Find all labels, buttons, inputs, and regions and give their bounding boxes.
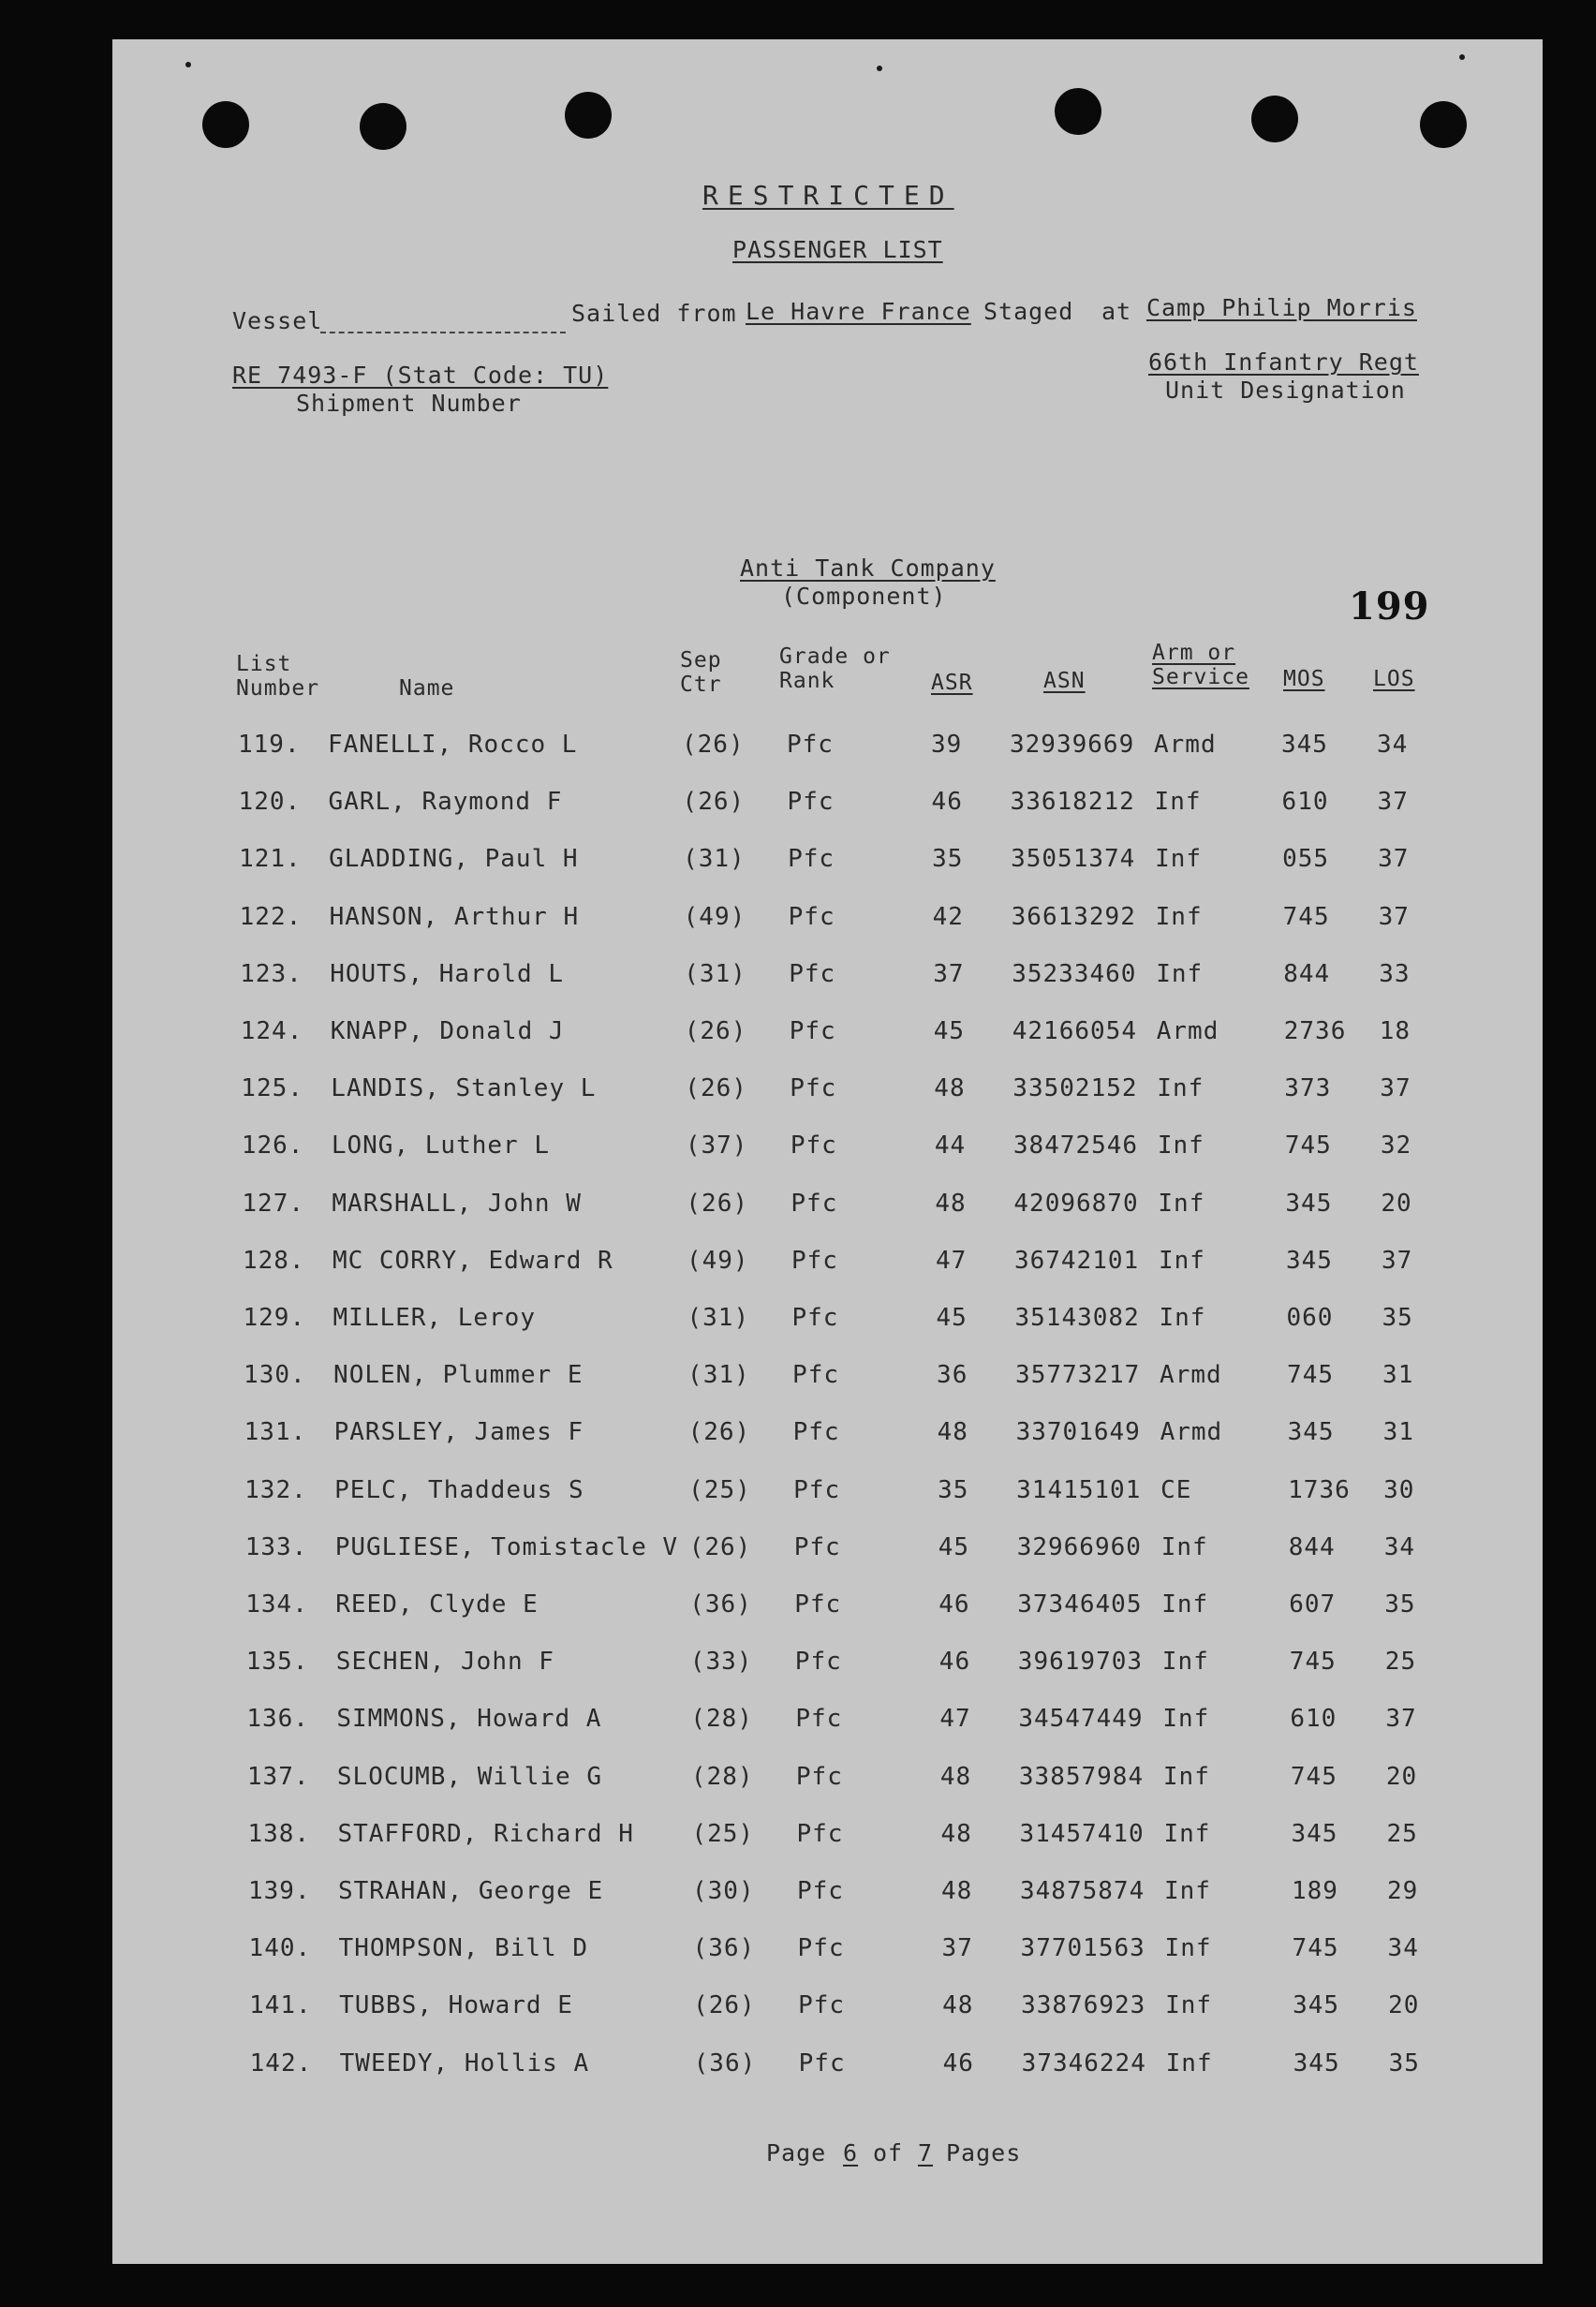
footer-of-label: of — [873, 2139, 904, 2167]
cell-arm-service: Inf — [1161, 1590, 1209, 1619]
cell-mos: 189 — [1292, 1877, 1338, 1905]
col-grade: Grade or Rank — [779, 644, 891, 693]
footer-total-pages: 7 — [918, 2139, 934, 2167]
cell-grade: Pfc — [795, 1762, 843, 1791]
cell-grade: Pfc — [797, 1934, 845, 1963]
cell-arm-service: Inf — [1154, 788, 1202, 817]
cell-mos: 745 — [1289, 1648, 1337, 1677]
cell-mos: 345 — [1293, 1991, 1340, 2020]
cell-passenger-name: GLADDING, Paul H — [329, 845, 579, 874]
table-row — [112, 2049, 1543, 2087]
cell-asr: 48 — [937, 1418, 968, 1447]
cell-asr: 44 — [934, 1131, 967, 1161]
cell-los: 32 — [1380, 1131, 1412, 1161]
cell-arm-service: Inf — [1165, 2048, 1213, 2078]
cell-sep-ctr: (31) — [684, 959, 746, 988]
cell-list-number: 136. — [246, 1705, 309, 1734]
table-row — [112, 1074, 1543, 1112]
cell-los: 34 — [1387, 1934, 1419, 1963]
shipment-number: RE 7493-F (Stat Code: TU) — [232, 362, 609, 389]
cell-los: 37 — [1377, 788, 1409, 817]
component-label: (Component) — [781, 583, 947, 610]
cell-arm-service: Inf — [1164, 1877, 1211, 1905]
cell-asn: 38472546 — [1012, 1131, 1139, 1161]
cell-los: 18 — [1379, 1017, 1411, 1045]
cell-los: 37 — [1380, 1074, 1411, 1103]
cell-los: 37 — [1378, 902, 1410, 931]
cell-sep-ctr: (25) — [688, 1475, 751, 1504]
cell-arm-service: Inf — [1157, 1074, 1204, 1103]
cell-asn: 36742101 — [1013, 1246, 1140, 1275]
cell-los: 35 — [1384, 1590, 1416, 1619]
col-asr: ASR — [931, 671, 973, 695]
cell-arm-service: Armd — [1160, 1418, 1223, 1447]
cell-passenger-name: TUBBS, Howard E — [339, 1991, 573, 2020]
cell-arm-service: Inf — [1159, 1304, 1206, 1332]
cell-sep-ctr: (36) — [693, 2048, 757, 2078]
cell-mos: 745 — [1282, 902, 1330, 931]
cell-passenger-name: STAFFORD, Richard H — [337, 1819, 634, 1848]
cell-grade: Pfc — [791, 1189, 838, 1218]
cell-arm-service: Inf — [1161, 1648, 1209, 1677]
cell-list-number: 138. — [247, 1819, 311, 1848]
document-page — [112, 39, 1543, 2264]
cell-los: 29 — [1387, 1877, 1419, 1905]
cell-mos: 745 — [1287, 1361, 1335, 1390]
cell-los: 20 — [1381, 1189, 1412, 1218]
cell-grade: Pfc — [791, 1246, 838, 1275]
cell-asn: 33701649 — [1015, 1418, 1141, 1447]
cell-grade: Pfc — [793, 1532, 841, 1561]
cell-passenger-name: PELC, Thaddeus S — [334, 1475, 584, 1504]
cell-asn: 35051374 — [1011, 845, 1136, 874]
document-title: RESTRICTED — [702, 180, 954, 211]
col-sep-ctr: Sep Ctr — [680, 648, 722, 697]
cell-los: 31 — [1382, 1361, 1414, 1390]
cell-asr: 35 — [938, 1475, 969, 1504]
table-row — [112, 1590, 1543, 1628]
cell-arm-service: Inf — [1155, 845, 1203, 874]
cell-grade: Pfc — [789, 1017, 836, 1045]
cell-mos: 345 — [1285, 1189, 1333, 1218]
cell-list-number: 142. — [249, 2048, 313, 2078]
cell-asn: 32966960 — [1016, 1532, 1142, 1561]
cell-los: 33 — [1379, 959, 1411, 988]
cell-grade: Pfc — [798, 1991, 846, 2020]
footer-pages-label: Pages — [946, 2139, 1022, 2167]
cell-asn: 35233460 — [1012, 959, 1137, 988]
cell-sep-ctr: (26) — [686, 1189, 749, 1218]
cell-mos: 607 — [1289, 1590, 1337, 1619]
cell-sep-ctr: (31) — [683, 845, 746, 874]
cell-grade: Pfc — [787, 731, 834, 759]
staged-text: Staged — [983, 298, 1074, 325]
cell-asn: 42166054 — [1012, 1017, 1137, 1045]
col-arm-service: Arm or Service — [1152, 641, 1249, 689]
cell-asn: 36613292 — [1011, 902, 1136, 931]
cell-asn: 35773217 — [1015, 1361, 1141, 1390]
cell-mos: 2736 — [1283, 1017, 1347, 1045]
cell-grade: Pfc — [793, 1475, 841, 1504]
passenger-table — [112, 39, 1543, 2264]
cell-mos: 345 — [1285, 1246, 1333, 1275]
cell-asn: 33857984 — [1018, 1762, 1145, 1791]
cell-arm-service: Inf — [1157, 1131, 1204, 1161]
cell-passenger-name: MC CORRY, Edward R — [332, 1246, 613, 1275]
cell-passenger-name: MILLER, Leroy — [332, 1304, 536, 1332]
cell-passenger-name: MARSHALL, John W — [332, 1189, 582, 1218]
page-stamp: 199 — [1349, 584, 1430, 629]
cell-arm-service: Inf — [1162, 1762, 1210, 1791]
table-row — [112, 1476, 1543, 1514]
cell-grade: Pfc — [794, 1648, 842, 1677]
table-row — [112, 1017, 1543, 1055]
cell-arm-service: Inf — [1155, 902, 1203, 931]
unit-designation: 66th Infantry Regt — [1148, 348, 1419, 376]
cell-grade: Pfc — [788, 902, 835, 931]
table-row — [112, 1934, 1543, 1972]
cell-asr: 39 — [931, 731, 963, 759]
cell-passenger-name: NOLEN, Plummer E — [333, 1361, 584, 1390]
cell-list-number: 128. — [242, 1246, 305, 1275]
staged-at-label: at — [1101, 298, 1132, 325]
cell-asr: 47 — [935, 1246, 968, 1275]
cell-los: 37 — [1385, 1705, 1417, 1734]
cell-sep-ctr: (31) — [687, 1304, 750, 1332]
cell-list-number: 141. — [249, 1991, 312, 2020]
table-row — [112, 1820, 1543, 1857]
col-name: Name — [399, 676, 455, 701]
cell-asr: 48 — [935, 1189, 967, 1218]
cell-asr: 46 — [938, 1590, 970, 1619]
cell-passenger-name: HANSON, Arthur H — [329, 902, 580, 931]
cell-mos: 1736 — [1288, 1475, 1351, 1504]
cell-mos: 345 — [1281, 731, 1328, 759]
cell-asr: 37 — [941, 1934, 973, 1963]
table-row — [112, 845, 1543, 882]
cell-passenger-name: PUGLIESE, Tomistacle V — [334, 1532, 679, 1561]
cell-sep-ctr: (25) — [691, 1819, 755, 1848]
cell-passenger-name: HOUTS, Harold L — [330, 959, 564, 988]
col-asn: ASN — [1043, 669, 1086, 693]
cell-asn: 42096870 — [1013, 1189, 1139, 1218]
cell-asr: 48 — [942, 1991, 974, 2020]
cell-los: 20 — [1388, 1991, 1420, 2020]
cell-arm-service: Inf — [1160, 1532, 1208, 1561]
cell-passenger-name: STRAHAN, George E — [338, 1877, 604, 1905]
cell-passenger-name: FANELLI, Rocco L — [328, 731, 578, 759]
cell-arm-service: CE — [1160, 1475, 1192, 1504]
cell-passenger-name: SIMMONS, Howard A — [336, 1705, 602, 1734]
table-row — [112, 1304, 1543, 1341]
sailed-from-value: Le Havre France — [746, 298, 971, 325]
cell-list-number: 140. — [248, 1934, 312, 1963]
cell-grade: Pfc — [790, 1074, 837, 1103]
cell-sep-ctr: (28) — [690, 1762, 754, 1791]
cell-asn: 35143082 — [1014, 1304, 1140, 1332]
cell-asr: 42 — [932, 902, 964, 931]
table-row — [112, 731, 1543, 768]
cell-asr: 46 — [942, 2048, 974, 2078]
cell-list-number: 139. — [248, 1877, 311, 1905]
sailed-text: Sailed from — [571, 300, 737, 327]
table-row — [112, 1533, 1543, 1571]
cell-arm-service: Inf — [1164, 1934, 1212, 1963]
cell-asr: 48 — [941, 1877, 973, 1905]
cell-mos: 610 — [1281, 788, 1329, 817]
cell-arm-service: Inf — [1158, 1189, 1205, 1218]
cell-mos: 345 — [1291, 1819, 1338, 1848]
cell-asr: 48 — [939, 1762, 972, 1791]
cell-list-number: 132. — [244, 1475, 307, 1504]
cell-list-number: 127. — [242, 1189, 305, 1218]
cell-passenger-name: REED, Clyde E — [335, 1590, 539, 1619]
cell-mos: 745 — [1292, 1934, 1339, 1963]
cell-asn: 33876923 — [1021, 1991, 1146, 2020]
cell-mos: 345 — [1293, 2048, 1340, 2078]
cell-list-number: 122. — [239, 902, 303, 931]
shipment-label: Shipment Number — [296, 390, 522, 417]
cell-asn: 31415101 — [1016, 1475, 1142, 1504]
cell-asn: 37701563 — [1020, 1934, 1145, 1963]
col-los: LOS — [1373, 667, 1415, 691]
cell-asr: 48 — [940, 1819, 972, 1848]
cell-sep-ctr: (26) — [687, 1418, 751, 1447]
table-row — [112, 1648, 1543, 1685]
cell-passenger-name: GARL, Raymond F — [328, 788, 563, 817]
cell-arm-service: Inf — [1156, 959, 1204, 988]
cell-sep-ctr: (33) — [689, 1648, 753, 1677]
cell-mos: 610 — [1290, 1705, 1337, 1734]
cell-arm-service: Inf — [1162, 1705, 1210, 1734]
cell-mos: 345 — [1287, 1418, 1335, 1447]
cell-sep-ctr: (28) — [690, 1705, 753, 1734]
cell-sep-ctr: (26) — [682, 731, 745, 759]
cell-sep-ctr: (26) — [685, 1074, 747, 1103]
cell-mos: 055 — [1282, 845, 1330, 874]
cell-grade: Pfc — [797, 1877, 844, 1905]
cell-sep-ctr: (26) — [688, 1532, 752, 1561]
cell-list-number: 134. — [245, 1590, 308, 1619]
cell-grade: Pfc — [787, 788, 835, 817]
cell-passenger-name: LONG, Luther L — [331, 1131, 550, 1161]
cell-los: 37 — [1381, 1246, 1413, 1275]
cell-sep-ctr: (26) — [684, 1017, 747, 1045]
cell-sep-ctr: (37) — [685, 1131, 748, 1161]
cell-los: 25 — [1384, 1648, 1417, 1677]
table-row — [112, 903, 1543, 940]
cell-asr: 45 — [938, 1532, 969, 1561]
cell-passenger-name: SLOCUMB, Willie G — [336, 1762, 602, 1791]
staged-at-value: Camp Philip Morris — [1146, 294, 1417, 321]
cell-sep-ctr: (36) — [692, 1934, 756, 1963]
table-row — [112, 1247, 1543, 1284]
cell-grade: Pfc — [796, 1819, 844, 1848]
cell-arm-service: Armd — [1156, 1017, 1219, 1045]
cell-los: 34 — [1377, 731, 1409, 759]
table-row — [112, 1418, 1543, 1456]
cell-list-number: 131. — [244, 1418, 307, 1447]
cell-mos: 373 — [1284, 1074, 1332, 1103]
footer-current-page: 6 — [843, 2139, 859, 2167]
cell-passenger-name: KNAPP, Donald J — [330, 1017, 565, 1045]
cell-asr: 35 — [932, 845, 964, 874]
cell-mos: 745 — [1290, 1762, 1337, 1791]
cell-asr: 45 — [933, 1017, 966, 1045]
table-row — [112, 1361, 1543, 1398]
unit-label: Unit Designation — [1165, 377, 1406, 404]
cell-passenger-name: TWEEDY, Hollis A — [339, 2048, 590, 2078]
table-row — [112, 1763, 1543, 1800]
cell-sep-ctr: (26) — [693, 1991, 756, 2020]
cell-asr: 48 — [934, 1074, 966, 1103]
cell-asn: 31457410 — [1019, 1819, 1145, 1848]
cell-grade: Pfc — [789, 959, 836, 988]
cell-mos: 844 — [1288, 1532, 1336, 1561]
cell-los: 35 — [1382, 1304, 1413, 1332]
cell-list-number: 125. — [241, 1074, 303, 1103]
cell-mos: 844 — [1283, 959, 1331, 988]
cell-asn: 32939669 — [1010, 731, 1135, 759]
cell-asn: 33618212 — [1010, 788, 1135, 817]
document-subtitle: PASSENGER LIST — [732, 236, 943, 263]
cell-los: 35 — [1388, 2048, 1420, 2078]
cell-asn: 33502152 — [1012, 1074, 1138, 1103]
cell-los: 30 — [1383, 1475, 1415, 1504]
cell-asr: 46 — [931, 788, 963, 817]
table-row — [112, 1131, 1543, 1169]
cell-asr: 36 — [937, 1361, 968, 1390]
cell-mos: 060 — [1286, 1304, 1334, 1332]
cell-asn: 34547449 — [1018, 1705, 1144, 1734]
table-row — [112, 1705, 1543, 1742]
cell-grade: Pfc — [794, 1590, 842, 1619]
cell-list-number: 135. — [245, 1648, 309, 1677]
cell-sep-ctr: (36) — [689, 1590, 752, 1619]
col-mos: MOS — [1283, 667, 1325, 691]
cell-asr: 46 — [938, 1648, 971, 1677]
cell-passenger-name: SECHEN, John F — [335, 1648, 554, 1677]
cell-grade: Pfc — [795, 1705, 843, 1734]
cell-los: 31 — [1382, 1418, 1414, 1447]
cell-asr: 47 — [939, 1705, 971, 1734]
cell-asn: 39619703 — [1017, 1648, 1144, 1677]
cell-sep-ctr: (31) — [687, 1361, 750, 1390]
cell-list-number: 124. — [240, 1017, 303, 1045]
component-name: Anti Tank Company — [740, 555, 996, 582]
col-list-number: List Number — [236, 652, 320, 701]
cell-grade: Pfc — [792, 1418, 840, 1447]
cell-los: 20 — [1385, 1762, 1418, 1791]
cell-passenger-name: PARSLEY, James F — [333, 1418, 584, 1447]
cell-grade: Pfc — [798, 2048, 846, 2078]
cell-passenger-name: LANDIS, Stanley L — [331, 1074, 597, 1103]
cell-asn: 37346224 — [1021, 2048, 1146, 2078]
cell-los: 25 — [1386, 1819, 1418, 1848]
cell-list-number: 121. — [239, 845, 302, 874]
cell-list-number: 120. — [238, 788, 302, 817]
cell-grade: Pfc — [792, 1361, 840, 1390]
table-row — [112, 960, 1543, 998]
table-row — [112, 1877, 1543, 1915]
cell-list-number: 126. — [241, 1131, 304, 1161]
table-row — [112, 788, 1543, 825]
cell-list-number: 130. — [244, 1361, 306, 1390]
cell-sep-ctr: (30) — [692, 1877, 755, 1905]
cell-list-number: 119. — [238, 731, 301, 759]
cell-sep-ctr: (26) — [682, 788, 746, 817]
cell-passenger-name: THOMPSON, Bill D — [338, 1934, 588, 1963]
cell-asr: 45 — [936, 1304, 968, 1332]
cell-asr: 37 — [933, 959, 965, 988]
cell-grade: Pfc — [788, 845, 835, 874]
cell-arm-service: Inf — [1163, 1819, 1211, 1848]
footer-page-label: Page — [766, 2139, 827, 2167]
cell-mos: 745 — [1284, 1131, 1332, 1161]
cell-arm-service: Inf — [1165, 1991, 1213, 2020]
cell-sep-ctr: (49) — [686, 1246, 749, 1275]
cell-grade: Pfc — [790, 1131, 837, 1161]
cell-asn: 37346405 — [1017, 1590, 1143, 1619]
table-row — [112, 1190, 1543, 1227]
cell-los: 34 — [1383, 1532, 1415, 1561]
cell-list-number: 123. — [240, 959, 303, 988]
vessel-label: Vessel — [232, 307, 323, 334]
cell-arm-service: Armd — [1154, 731, 1217, 759]
cell-arm-service: Armd — [1160, 1361, 1222, 1390]
cell-los: 37 — [1378, 845, 1410, 874]
cell-grade: Pfc — [791, 1304, 839, 1332]
cell-arm-service: Inf — [1158, 1246, 1205, 1275]
cell-sep-ctr: (49) — [683, 902, 746, 931]
cell-list-number: 133. — [244, 1532, 308, 1561]
cell-asn: 34875874 — [1020, 1877, 1145, 1905]
table-row — [112, 1991, 1543, 2029]
cell-list-number: 137. — [246, 1762, 310, 1791]
cell-list-number: 129. — [243, 1304, 306, 1332]
